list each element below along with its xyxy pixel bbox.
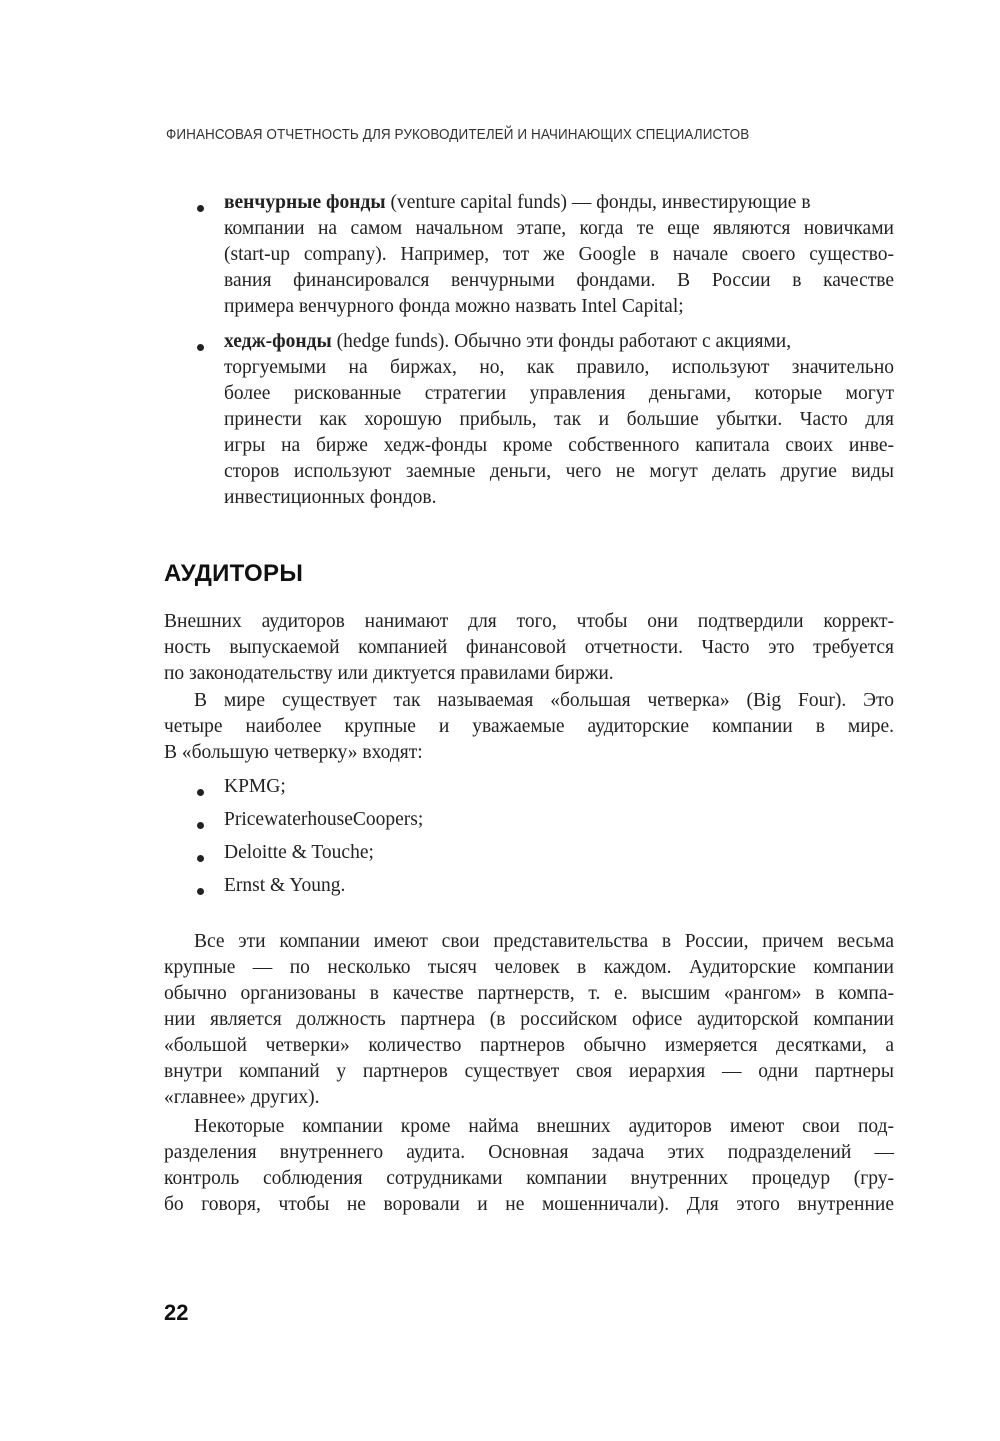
paragraph-line: Внешних аудиторов нанимают для того, чтобы они подтвердили коррект-: [164, 611, 894, 632]
paragraph-line: В «большую четверку» входят:: [164, 742, 423, 763]
running-head: ФИНАНСОВАЯ ОТЧЕТНОСТЬ ДЛЯ РУКОВОДИТЕЛЕЙ И НАЧИНАЮЩИХ СПЕЦИАЛИСТОВ: [166, 127, 750, 143]
paragraph-line: В мире существует так называемая «большая четверка» (Big Four). Это: [194, 690, 894, 711]
list-item-text: Ernst & Young.: [224, 875, 346, 896]
bullet-icon: [197, 855, 204, 862]
section-heading: АУДИТОРЫ: [164, 560, 304, 587]
paragraph-line: Все эти компании имеют свои представительства в России, причем весьма: [194, 931, 894, 952]
list-item-line: компании на самом начальном этапе, когда те еще являются новичками: [224, 218, 894, 239]
bullet-icon: [197, 822, 204, 829]
bullet-icon: [197, 205, 204, 212]
list-item-text: Deloitte & Touche;: [224, 842, 374, 863]
paragraph-line: Некоторые компании кроме найма внешних аудиторов имеют свои под-: [194, 1116, 894, 1137]
paragraph-line: крупные — по несколько тысяч человек в каждом. Аудиторские компании: [164, 957, 894, 978]
paragraph-line: бо говоря, чтобы не воровали и не мошенничали). Для этого внутренние: [164, 1194, 894, 1215]
list-item-text: PricewaterhouseCoopers;: [224, 809, 424, 830]
paragraph-line: нии является должность партнера (в российском офисе аудиторской компании: [164, 1009, 894, 1030]
list-item-line: примера венчурного фонда можно назвать Intel Capital;: [224, 296, 684, 317]
bullet-icon: [197, 789, 204, 796]
list-item-line: (start-up company). Например, тот же Google в начале своего существо-: [224, 244, 894, 265]
paragraph-line: ность выпускаемой компанией финансовой отчетности. Часто это требуется: [164, 637, 894, 658]
list-item-text: KPMG;: [224, 776, 286, 797]
paragraph-line: контроль соблюдения сотрудниками компании внутренних процедур (гру-: [164, 1168, 894, 1189]
paragraph-line: «большой четверки» количество партнеров обычно измеряется десятками, а: [164, 1035, 894, 1056]
list-item-line: сторов используют заемные деньги, чего не могут делать другие виды: [224, 461, 894, 482]
paragraph-line: четыре наиболее крупные и уважаемые аудиторские компании в мире.: [164, 716, 894, 737]
list-item-line: вания финансировался венчурными фондами. В России в качестве: [224, 270, 894, 291]
term-venture-funds: венчурные фонды: [224, 192, 386, 213]
paragraph-line: по законодательству или диктуется правилами биржи.: [164, 663, 614, 684]
paragraph-line: внутри компаний у партнеров существует своя иерархия — одни партнеры: [164, 1061, 894, 1082]
paragraph-line: «главнее» других).: [164, 1087, 320, 1108]
list-item-line: хедж-фонды (hedge funds). Обычно эти фонды работают с акциями,: [224, 331, 792, 352]
page-number: 22: [164, 1300, 189, 1325]
list-item-line: торгуемыми на биржах, но, как правило, используют значительно: [224, 357, 894, 378]
list-item-line: венчурные фонды (venture capital funds) — фонды, инвестирующие в: [224, 192, 811, 213]
paragraph-line: разделения внутреннего аудита. Основная задача этих подразделений —: [164, 1142, 894, 1163]
list-item-line: принести как хорошую прибыль, так и большие убытки. Часто для: [224, 409, 894, 430]
paragraph-line: обычно организованы в качестве партнерств, т. е. высшим «рангом» в компа-: [164, 983, 894, 1004]
list-item-line: более рискованные стратегии управления деньгами, которые могут: [224, 383, 894, 404]
bullet-icon: [197, 344, 204, 351]
list-item-line: игры на бирже хедж-фонды кроме собственного капитала своих инве-: [224, 435, 894, 456]
bullet-icon: [197, 888, 204, 895]
list-item-line: инвестиционных фондов.: [224, 487, 437, 508]
term-hedge-funds: хедж-фонды: [224, 331, 332, 352]
